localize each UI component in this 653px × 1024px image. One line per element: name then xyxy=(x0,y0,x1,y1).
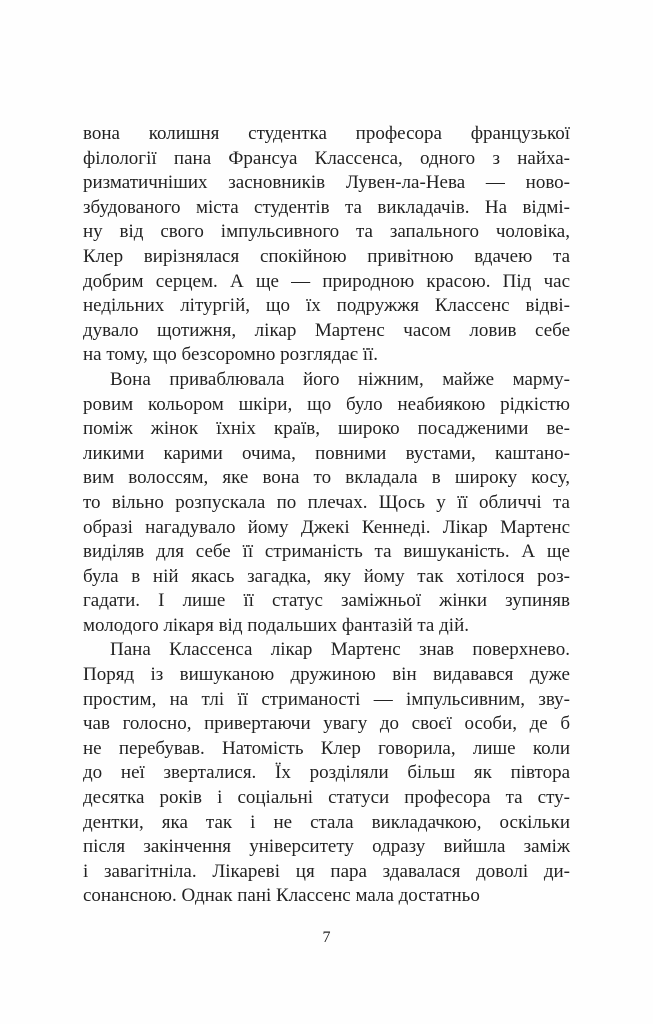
text-line: не перебував. Натомість Клер говорила, лише коли xyxy=(83,737,570,759)
text-line: Вона приваблювала його ніжним, майже марму- xyxy=(110,368,570,390)
text-line: Клер вирізнялася спокійною привітною вдачею та xyxy=(83,245,570,267)
paragraph xyxy=(83,122,570,368)
text-line: Поряд із вишуканою дружиною він видавався дуже xyxy=(83,664,570,686)
text-line: ликими карими очима, повними вустами, каштано- xyxy=(83,442,570,464)
text-line: ризматичніших засновників Лувен-ла-Нева — ново- xyxy=(83,172,570,194)
text-line: збудованого міста студентів та викладачів. На відмі- xyxy=(83,196,570,218)
text-line: недільних літургій, що їх подружжя Классенс відві- xyxy=(83,295,570,317)
text-line: на тому, що безсоромно розглядає її. xyxy=(83,344,379,366)
text-line: вона колишня студентка професора французької xyxy=(83,123,570,144)
text-line: гадати. І лише її статус заміжньої жінки зупиняв xyxy=(83,590,570,612)
text-line: добрим серцем. А ще — природною красою. Під час xyxy=(83,270,570,292)
page-text xyxy=(83,122,570,909)
text-line: була в ній якась загадка, яку йому так хотілося роз- xyxy=(83,565,570,587)
text-line: десятка років і соціальні статуси професора та сту- xyxy=(83,787,570,809)
text-line: ну від свого імпульсивного та запального чоловіка, xyxy=(83,221,570,243)
text-line: і завагітніла. Лікареві ця пара здавалася доволі ди- xyxy=(83,860,570,882)
text-line: образі нагадувало йому Джекі Кеннеді. Лікар Мартенс xyxy=(83,516,570,538)
text-line: вим волоссям, яке вона то вкладала в широку косу, xyxy=(83,467,570,489)
text-line: то вільно розпускала по плечах. Щось у її обличчі та xyxy=(83,491,570,513)
text-line: простим, на тлі її стриманості — імпульсивним, зву- xyxy=(83,688,570,710)
text-line: філології пана Франсуа Классенса, одного з найха- xyxy=(83,147,570,169)
text-line: чав голосно, привертаючи увагу до своєї особи, де б xyxy=(83,713,570,735)
paragraph xyxy=(83,638,570,909)
text-line: до неї зверталися. Їх розділяли більш як півтора xyxy=(83,762,570,784)
text-line: поміж жінок їхніх країв, широко посадженими ве- xyxy=(83,418,570,440)
page-number: 7 xyxy=(322,929,331,946)
text-line: виділяв для себе її стриманість та вишуканість. А ще xyxy=(83,541,570,563)
text-line: дентки, яка так і не стала викладачкою, оскільки xyxy=(83,811,570,833)
text-line: ровим кольором шкіри, що було неабиякою рідкістю xyxy=(83,393,570,415)
text-line: після закінчення університету одразу вийшла заміж xyxy=(83,836,570,858)
text-line: Пана Классенса лікар Мартенс знав поверхнево. xyxy=(110,639,570,661)
paragraph xyxy=(83,368,570,639)
text-line: дувало щотижня, лікар Мартенс часом ловив себе xyxy=(83,319,570,341)
text-line: сонансною. Однак пані Классенс мала достатньо xyxy=(83,885,480,907)
text-line: молодого лікаря від подальших фантазій та дій. xyxy=(83,614,469,636)
